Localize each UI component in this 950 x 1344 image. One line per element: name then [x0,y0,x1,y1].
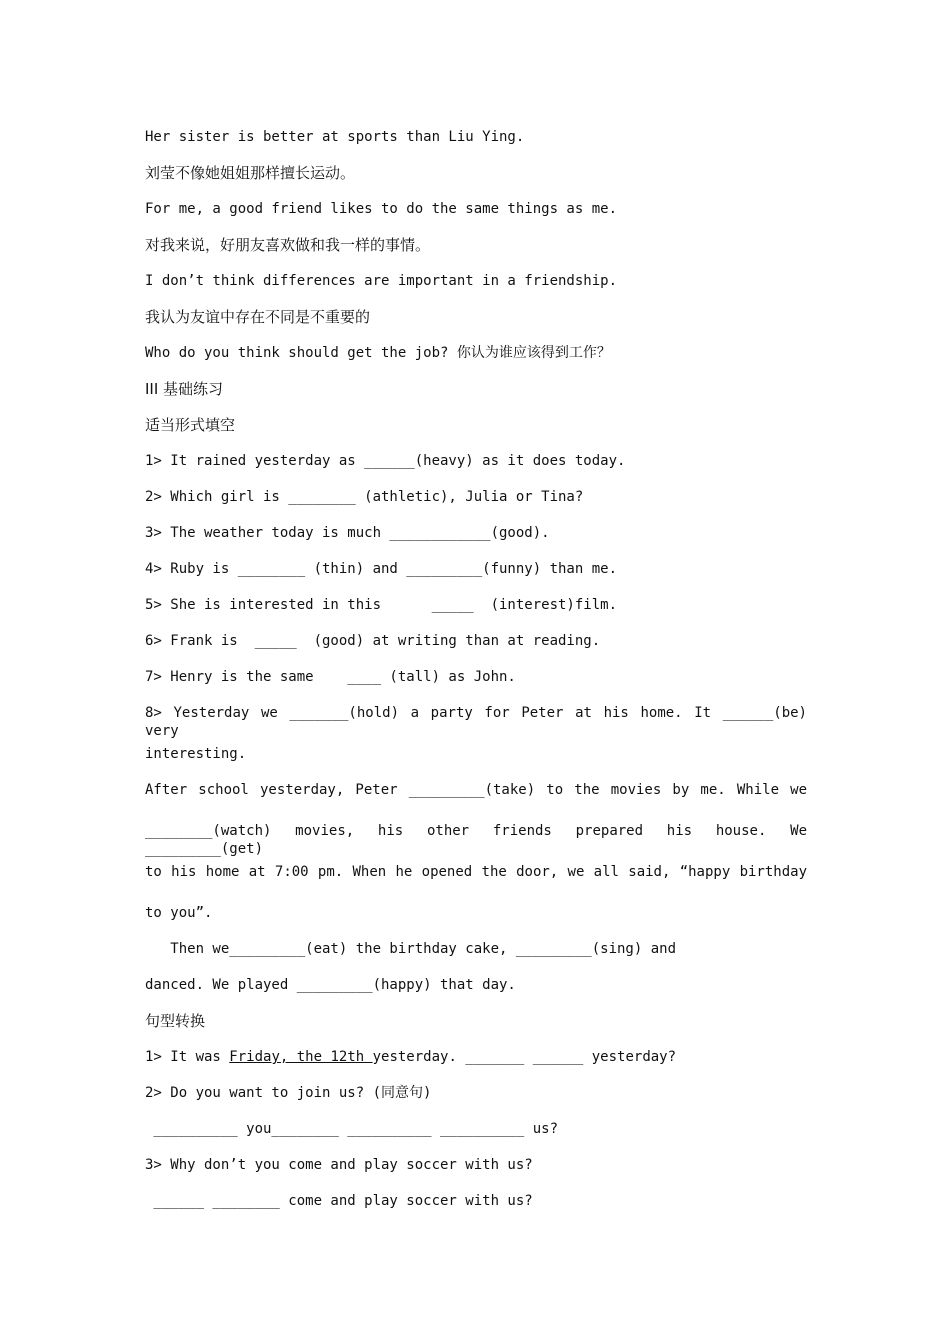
exercise-item: 2> Which girl is ________ (athletic), Julia or Tina? [145,489,584,505]
passage-line: to you”. [145,905,213,921]
passage-line: to his home at 7:00 pm. When he opened the door, we all said, “happy birthday [145,864,807,880]
passage-line: ________(watch) movies, his other friends prepared his house. We _________(get) [145,823,807,857]
passage-line: Then we_________(eat) the birthday cake, _________(sing) and [145,941,677,957]
exercise-item: 5> She is interested in this _____ (interest)film. [145,597,618,613]
sentence-cn: 刘莹不像她姐姐那样擅长运动。 [145,164,356,182]
transform-item: ______ ________ come and play soccer with us? [145,1193,533,1209]
exercise-item: 1> It rained yesterday as ______(heavy) as it does today. [145,453,626,469]
section-heading: III 基础练习 [145,380,224,398]
sentence-mixed: Who do you think should get the job? 你认为谁应该得到工作？ [145,345,611,361]
transform-item: 2> Do you want to join us? (同意句) [145,1085,432,1101]
passage-line: 8> Yesterday we _______(hold) a party for Peter at his home. It ______(be) very [145,705,807,739]
passage-line: After school yesterday, Peter _________(take) to the movies by me. While we [145,782,807,798]
passage-line: danced. We played _________(happy) that day. [145,977,516,993]
transform-item-prefix: 1> It was [145,1049,230,1065]
transform-item: 3> Why don’t you come and play soccer with us? [145,1157,533,1173]
sentence-en: Her sister is better at sports than Liu Ying. [145,129,525,145]
sentence-cn: 对我来说，好朋友喜欢做和我一样的事情。 [145,236,431,254]
transform-item [145,1048,807,1066]
exercise-item: 4> Ruby is ________ (thin) and _________(funny) than me. [145,561,618,577]
sentence-cn: 我认为友谊中存在不同是不重要的 [145,308,371,326]
exercise-item: 7> Henry is the same ____ (tall) as John. [145,669,516,685]
transform-item: __________ you________ __________ __________ us? [145,1121,559,1137]
transform-item-suffix: yesterday. _______ ______ yesterday? [372,1049,677,1065]
exercise-item: 6> Frank is _____ (good) at writing than at reading. [145,633,601,649]
exercise-heading-fill-in: 适当形式填空 [145,416,236,434]
sentence-en: For me, a good friend likes to do the same things as me. [145,201,618,217]
exercise-item: 3> The weather today is much ____________(good). [145,525,550,541]
underlined-phrase: Friday, the 12th [229,1049,373,1065]
sentence-en: I don’t think differences are important in a friendship. [145,273,618,289]
passage-line: interesting. [145,746,247,762]
exercise-heading-transform: 句型转换 [145,1012,206,1030]
